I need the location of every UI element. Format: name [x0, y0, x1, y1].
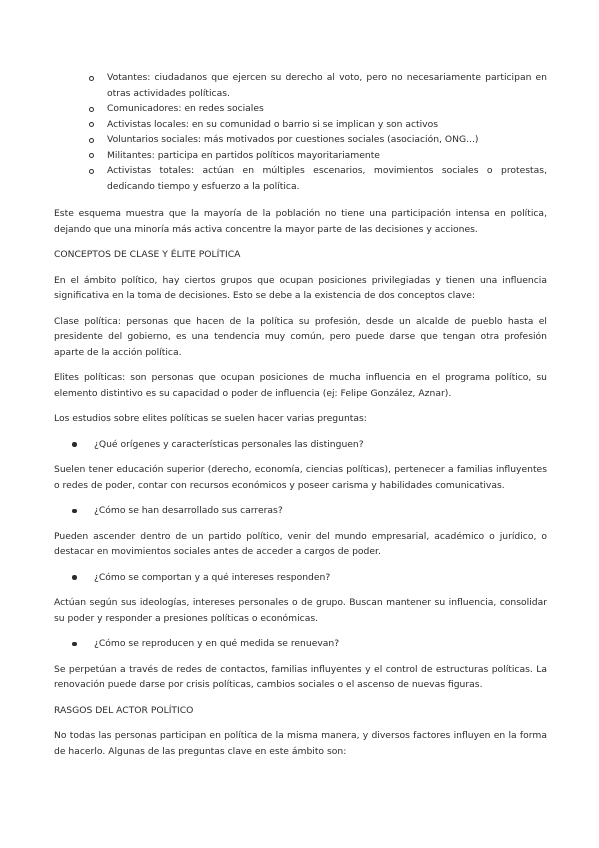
question-item: ¿Cómo se han desarrollado sus carreras? — [94, 503, 547, 519]
heading-rasgos: RASGOS DEL ACTOR POLÍTICO — [54, 704, 194, 716]
paragraph-rasgos: No todas las personas participan en política de la misma manera, y diversos factores influyen en la forma de hacerlo. Algunas de las preguntas clave en este ámbito son: — [54, 730, 547, 757]
question-list-2 — [54, 503, 547, 519]
answer-paragraph: Suelen tener educación superior (derecho, economía, ciencias políticas), pertenecer a familias influyentes o redes de poder, contar con recursos económicos y poseer carisma y habilidades comunicativas. — [54, 464, 547, 491]
list-item: Votantes: ciudadanos que ejercen su derecho al voto, pero no necesariamente participan en otras actividades políticas. — [107, 70, 547, 101]
participation-list — [54, 70, 547, 194]
answer-paragraph: Pueden ascender dentro de un partido político, venir del mundo empresarial, académico o jurídico, o destacar en movimientos sociales antes de acceder a cargos de poder. — [54, 530, 547, 557]
paragraph-clase-politica: Clase política: personas que hacen de la política su profesión, desde un alcalde de pueblo hasta el presidente del gobierno, es una tendencia muy común, pero puede darse que tengan otra profesión aparte de la acción política. — [54, 315, 547, 358]
list-item: Voluntarios sociales: más motivados por cuestiones sociales (asociación, ONG...) — [107, 132, 547, 148]
question-item: ¿Cómo se reproducen y en qué medida se renuevan? — [94, 636, 547, 652]
answer-paragraph: Actúan según sus ideologías, intereses personales o de grupo. Buscan mantener su influencia, consolidar su poder y responder a presiones políticas o económicas. — [54, 597, 547, 624]
paragraph-esquema: Este esquema muestra que la mayoría de la población no tiene una participación intensa en política, dejando que una minoría más activa concentre la mayor parte de las decisiones y acciones. — [54, 208, 547, 235]
question-item: ¿Qué orígenes y características personales las distinguen? — [94, 437, 547, 453]
paragraph-estudios: Los estudios sobre elites políticas se suelen hacer varias preguntas: — [54, 413, 367, 424]
question-list-4 — [54, 636, 547, 652]
paragraph-elites-politicas: Elites políticas: son personas que ocupan posiciones de mucha influencia en el programa político, su elemento distintivo es su capacidad o poder de influencia (ej: Felipe González, Aznar). — [54, 372, 547, 399]
list-item: Activistas locales: en su comunidad o barrio si se implican y son activos — [107, 117, 547, 133]
question-list-1 — [54, 437, 547, 453]
list-item: Comunicadores: en redes sociales — [107, 101, 547, 117]
heading-conceptos: CONCEPTOS DE CLASE Y ÉLITE POLÍTICA — [54, 249, 241, 260]
paragraph-ambito: En el ámbito político, hay ciertos grupos que ocupan posiciones privilegiadas y tienen una influencia significativa en la toma de decisiones. Esto se debe a la existencia de dos conceptos clave: — [54, 274, 547, 301]
list-item: Activistas totales: actúan en múltiples escenarios, movimientos sociales o protestas, dedicando tiempo y esfuerzo a la política. — [107, 163, 547, 194]
answer-paragraph: Se perpetúan a través de redes de contactos, familias influyentes y el control de estructuras políticas. La renovación puede darse por crisis políticas, cambios sociales o el ascenso de nuevas figuras. — [54, 663, 547, 690]
question-list-3 — [54, 570, 547, 586]
list-item: Militantes: participa en partidos políticos mayoritariamente — [107, 148, 547, 164]
question-item: ¿Cómo se comportan y a qué intereses responden? — [94, 570, 547, 586]
